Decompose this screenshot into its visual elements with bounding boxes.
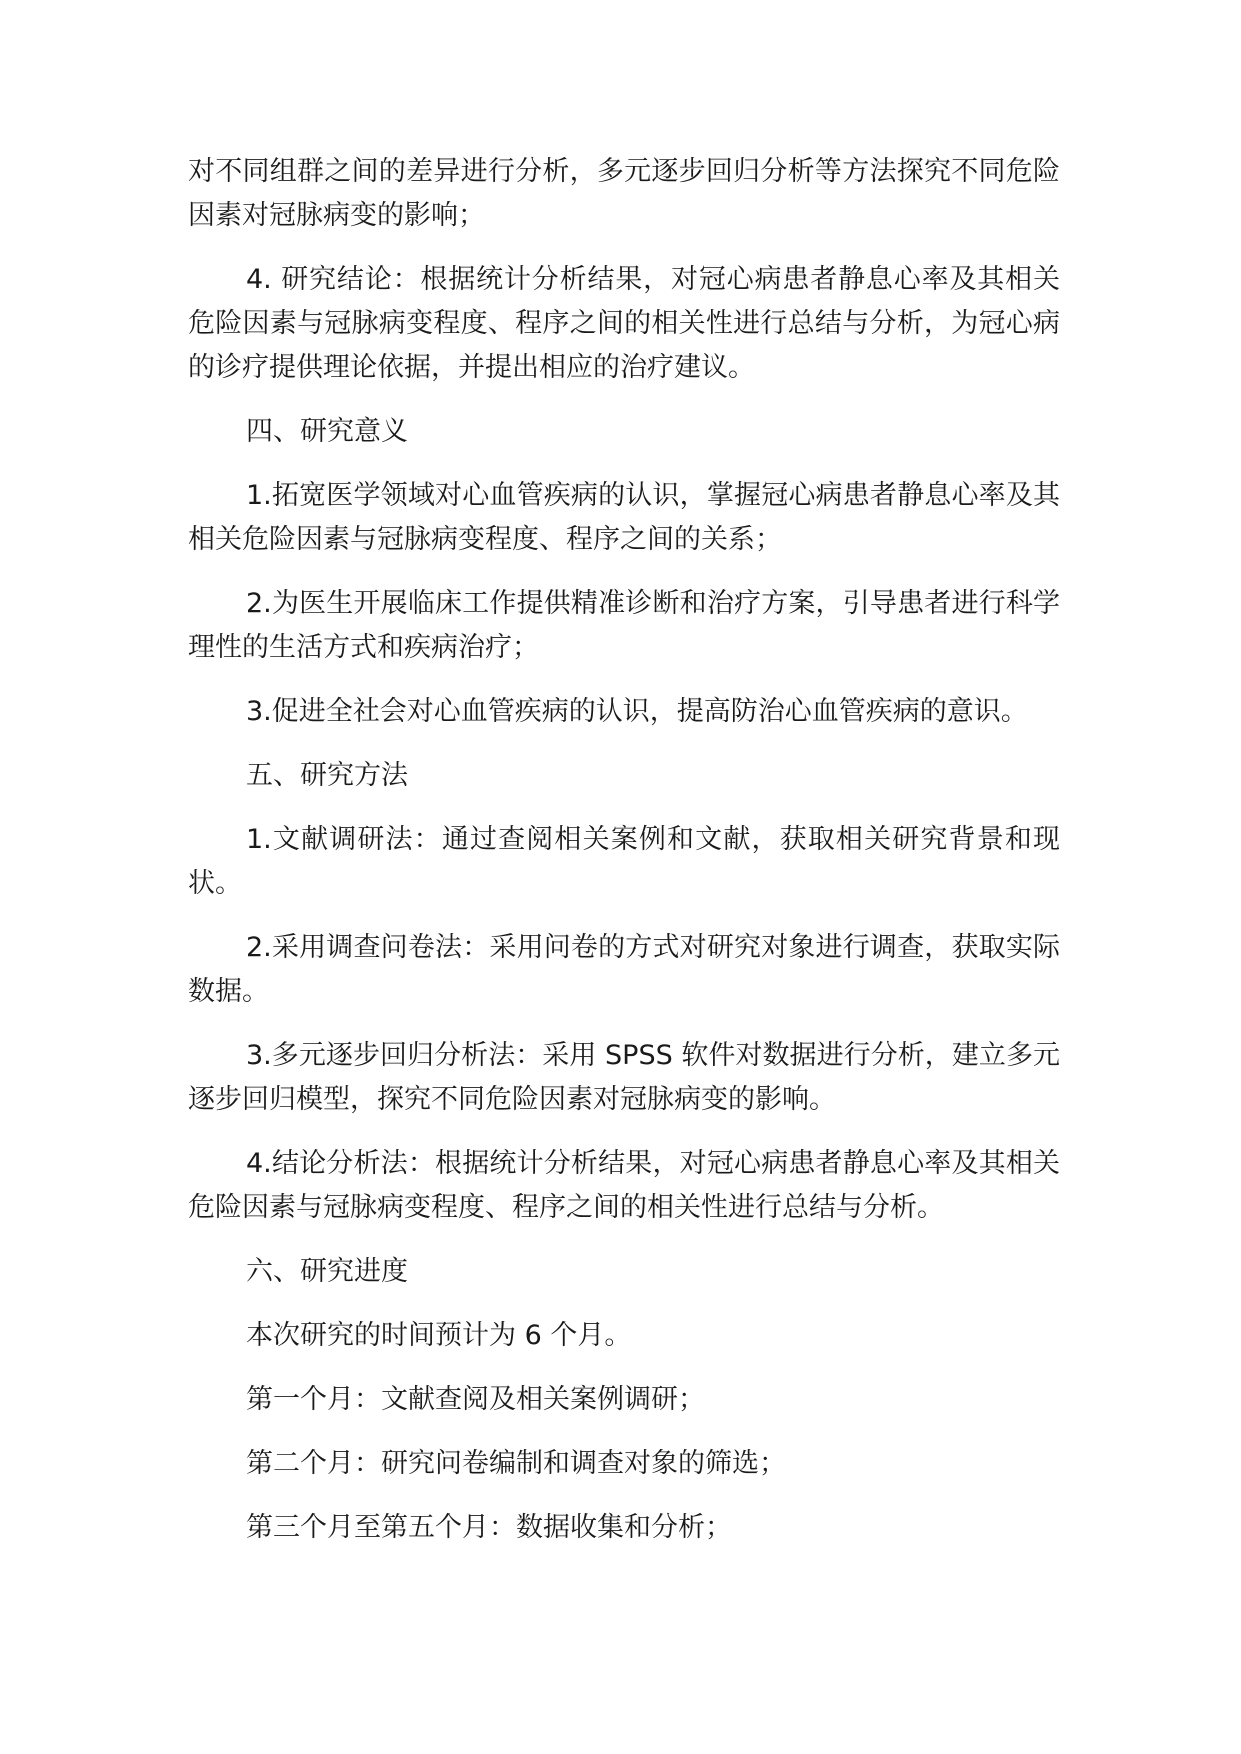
method-item-1: 1.文献调研法：通过查阅相关案例和文献，获取相关研究背景和现状。 xyxy=(188,824,1060,899)
method-item-4: 4.结论分析法：根据统计分析结果，对冠心病患者静息心率及其相关危险因素与冠脉病变程度、程序之间的相关性进行总结与分析。 xyxy=(188,1148,1060,1223)
progress-duration: 本次研究的时间预计为 6 个月。 xyxy=(246,1320,632,1351)
heading-research-significance: 四、研究意义 xyxy=(246,416,408,447)
significance-item-3: 3.促进全社会对心血管疾病的认识，提高防治心血管疾病的意识。 xyxy=(246,696,1028,727)
paragraph-continuation: 对不同组群之间的差异进行分析，多元逐步回归分析等方法探究不同危险因素对冠脉病变的影响； xyxy=(188,156,1060,231)
method-item-2: 2.采用调查问卷法：采用问卷的方式对研究对象进行调查，获取实际数据。 xyxy=(188,932,1060,1007)
method-item-3: 3.多元逐步回归分析法：采用 SPSS 软件对数据进行分析，建立多元逐步回归模型，探究不同危险因素对冠脉病变的影响。 xyxy=(188,1040,1060,1115)
significance-item-2: 2.为医生开展临床工作提供精准诊断和治疗方案，引导患者进行科学理性的生活方式和疾病治疗； xyxy=(188,588,1060,663)
heading-research-methods: 五、研究方法 xyxy=(246,760,408,791)
progress-month-2: 第二个月：研究问卷编制和调查对象的筛选； xyxy=(246,1448,786,1479)
document-body xyxy=(188,150,1060,1570)
heading-research-progress: 六、研究进度 xyxy=(246,1256,408,1287)
paragraph-research-conclusion: 4. 研究结论：根据统计分析结果，对冠心病患者静息心率及其相关危险因素与冠脉病变程度、程序之间的相关性进行总结与分析，为冠心病的诊疗提供理论依据，并提出相应的治疗建议。 xyxy=(188,264,1060,383)
significance-item-1: 1.拓宽医学领域对心血管疾病的认识，掌握冠心病患者静息心率及其相关危险因素与冠脉病变程度、程序之间的关系； xyxy=(188,480,1060,555)
progress-month-3-5: 第三个月至第五个月：数据收集和分析； xyxy=(246,1512,732,1543)
progress-month-1: 第一个月：文献查阅及相关案例调研； xyxy=(246,1384,705,1415)
